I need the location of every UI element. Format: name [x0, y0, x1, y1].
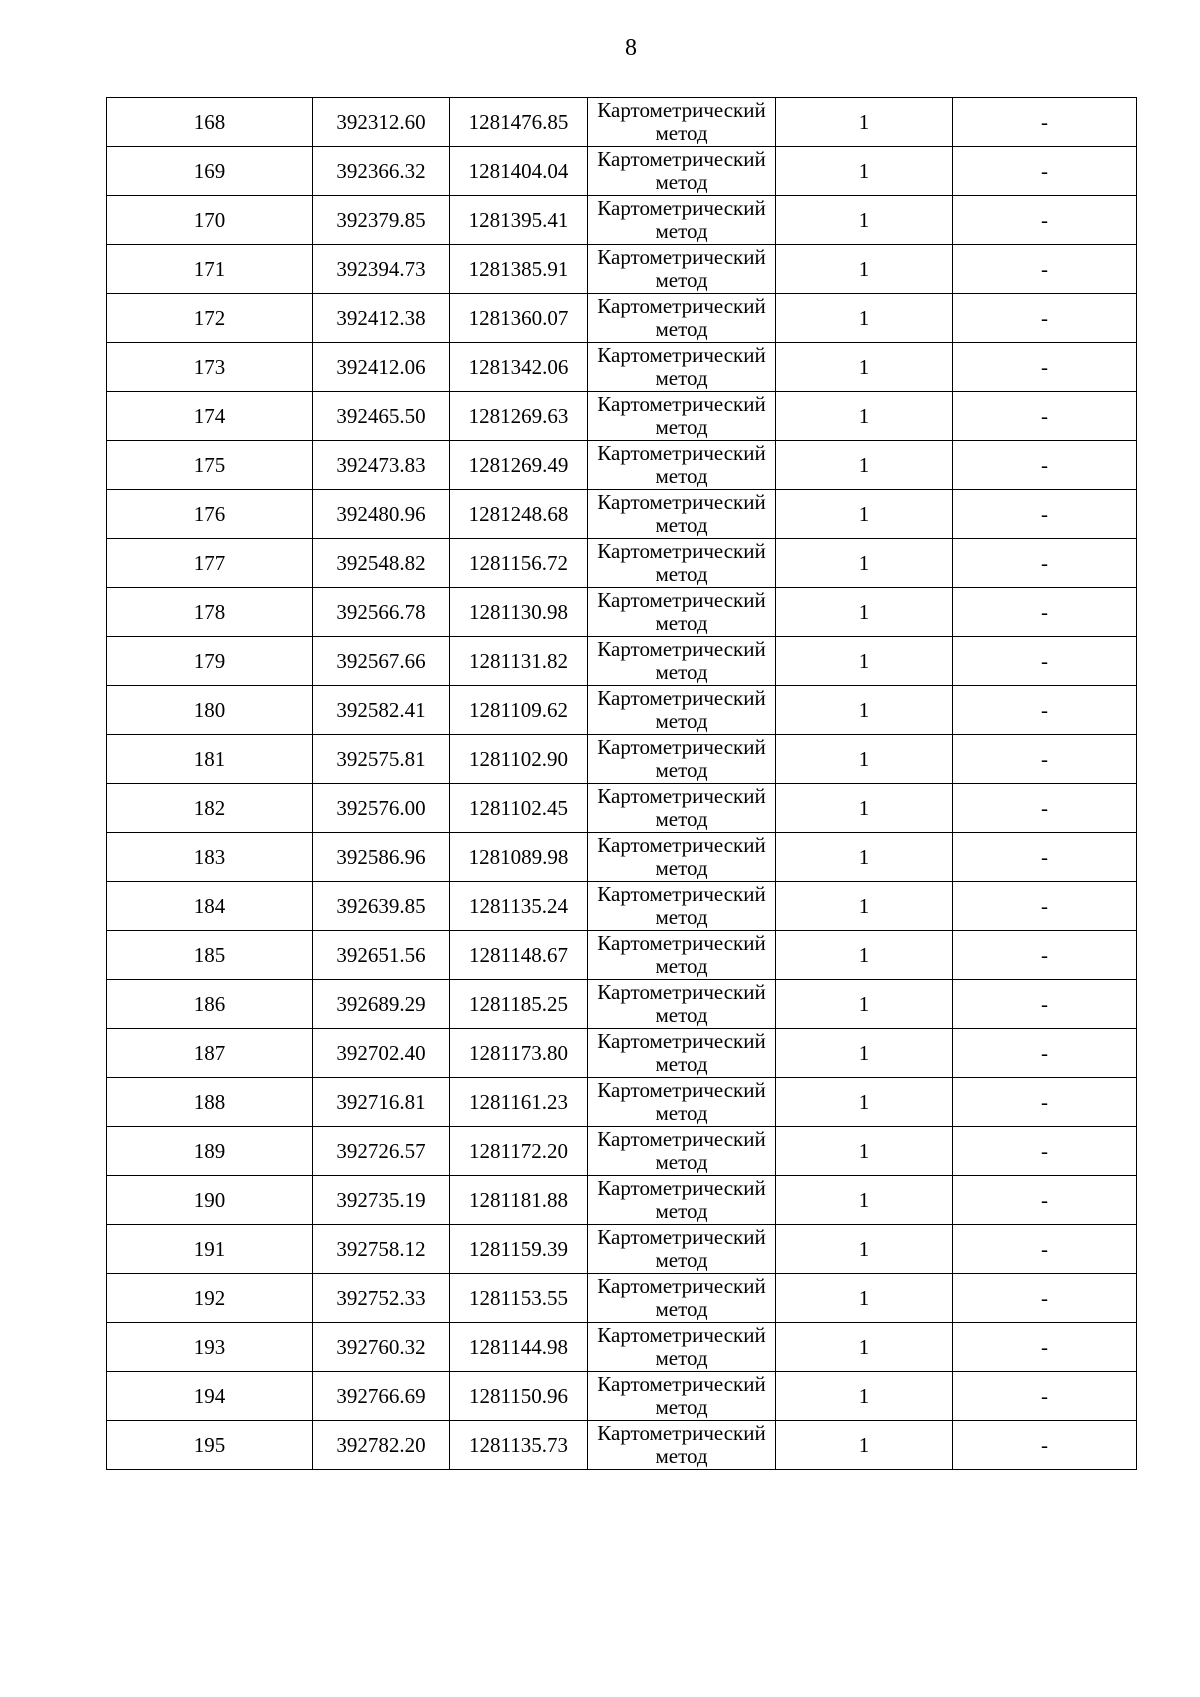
method-line-2: метод — [655, 1444, 708, 1468]
table-row — [107, 588, 1137, 637]
method-cell — [588, 98, 776, 147]
method-line-2: метод — [655, 954, 708, 978]
accuracy-cell: 1 — [776, 735, 953, 784]
note-cell: - — [953, 1127, 1137, 1176]
accuracy-cell: 1 — [776, 294, 953, 343]
accuracy-cell: 1 — [776, 1176, 953, 1225]
point-number-cell: 191 — [107, 1225, 313, 1274]
method-line-2: метод — [655, 1052, 708, 1076]
coordinate-x-cell: 392689.29 — [313, 980, 450, 1029]
coordinate-x-cell: 392575.81 — [313, 735, 450, 784]
point-number-cell: 195 — [107, 1421, 313, 1470]
point-number-cell: 172 — [107, 294, 313, 343]
point-number-cell: 177 — [107, 539, 313, 588]
coordinate-x-cell: 392567.66 — [313, 637, 450, 686]
accuracy-cell: 1 — [776, 637, 953, 686]
method-line-2: метод — [655, 1003, 708, 1027]
coordinate-x-cell: 392312.60 — [313, 98, 450, 147]
method-line-1: Картометрический — [597, 784, 766, 808]
note-cell: - — [953, 980, 1137, 1029]
coordinate-x-cell: 392651.56 — [313, 931, 450, 980]
coordinate-y-cell: 1281131.82 — [450, 637, 588, 686]
accuracy-cell: 1 — [776, 1078, 953, 1127]
note-cell: - — [953, 1029, 1137, 1078]
point-number-cell: 184 — [107, 882, 313, 931]
method-line-1: Картометрический — [597, 980, 766, 1004]
accuracy-cell: 1 — [776, 1274, 953, 1323]
method-cell — [588, 490, 776, 539]
accuracy-cell: 1 — [776, 784, 953, 833]
table-row — [107, 833, 1137, 882]
method-line-1: Картометрический — [597, 539, 766, 563]
coordinate-x-cell: 392782.20 — [313, 1421, 450, 1470]
table-row — [107, 245, 1137, 294]
coordinate-x-cell: 392758.12 — [313, 1225, 450, 1274]
point-number-cell: 175 — [107, 441, 313, 490]
table-row — [107, 490, 1137, 539]
method-line-1: Картометрический — [597, 294, 766, 318]
coordinate-y-cell: 1281109.62 — [450, 686, 588, 735]
method-line-1: Картометрический — [597, 1372, 766, 1396]
method-line-1: Картометрический — [597, 735, 766, 759]
coordinate-x-cell: 392473.83 — [313, 441, 450, 490]
method-line-1: Картометрический — [597, 245, 766, 269]
page-number: 8 — [625, 35, 637, 61]
method-line-1: Картометрический — [597, 882, 766, 906]
accuracy-cell: 1 — [776, 245, 953, 294]
coordinate-x-cell: 392394.73 — [313, 245, 450, 294]
coordinate-y-cell: 1281385.91 — [450, 245, 588, 294]
coordinate-x-cell: 392639.85 — [313, 882, 450, 931]
method-line-1: Картометрический — [597, 1176, 766, 1200]
method-line-2: метод — [655, 366, 708, 390]
coordinate-x-cell: 392379.85 — [313, 196, 450, 245]
method-line-2: метод — [655, 1199, 708, 1223]
note-cell: - — [953, 294, 1137, 343]
coordinates-table — [106, 97, 1137, 1470]
note-cell: - — [953, 441, 1137, 490]
method-cell — [588, 1323, 776, 1372]
note-cell: - — [953, 343, 1137, 392]
method-line-1: Картометрический — [597, 392, 766, 416]
method-line-2: метод — [655, 611, 708, 635]
coordinate-x-cell: 392566.78 — [313, 588, 450, 637]
coordinate-y-cell: 1281156.72 — [450, 539, 588, 588]
coordinate-y-cell: 1281395.41 — [450, 196, 588, 245]
method-cell — [588, 931, 776, 980]
table-row — [107, 392, 1137, 441]
method-line-2: метод — [655, 513, 708, 537]
point-number-cell: 183 — [107, 833, 313, 882]
point-number-cell: 190 — [107, 1176, 313, 1225]
table-row — [107, 1176, 1137, 1225]
point-number-cell: 174 — [107, 392, 313, 441]
note-cell: - — [953, 1372, 1137, 1421]
table-row — [107, 735, 1137, 784]
note-cell: - — [953, 931, 1137, 980]
coordinate-y-cell: 1281185.25 — [450, 980, 588, 1029]
method-line-2: метод — [655, 464, 708, 488]
point-number-cell: 178 — [107, 588, 313, 637]
method-cell — [588, 980, 776, 1029]
coordinate-y-cell: 1281153.55 — [450, 1274, 588, 1323]
coordinate-x-cell: 392735.19 — [313, 1176, 450, 1225]
method-cell — [588, 882, 776, 931]
method-line-2: метод — [655, 1297, 708, 1321]
method-line-2: метод — [655, 562, 708, 586]
accuracy-cell: 1 — [776, 1127, 953, 1176]
method-cell — [588, 392, 776, 441]
coordinate-y-cell: 1281173.80 — [450, 1029, 588, 1078]
method-line-1: Картометрический — [597, 637, 766, 661]
accuracy-cell: 1 — [776, 1225, 953, 1274]
method-cell — [588, 294, 776, 343]
coordinate-y-cell: 1281172.20 — [450, 1127, 588, 1176]
note-cell: - — [953, 98, 1137, 147]
method-line-1: Картометрический — [597, 1274, 766, 1298]
accuracy-cell: 1 — [776, 539, 953, 588]
accuracy-cell: 1 — [776, 1372, 953, 1421]
note-cell: - — [953, 539, 1137, 588]
point-number-cell: 176 — [107, 490, 313, 539]
method-line-1: Картометрический — [597, 1029, 766, 1053]
table-row — [107, 1274, 1137, 1323]
accuracy-cell: 1 — [776, 882, 953, 931]
method-cell — [588, 245, 776, 294]
note-cell: - — [953, 147, 1137, 196]
coordinate-x-cell: 392548.82 — [313, 539, 450, 588]
point-number-cell: 188 — [107, 1078, 313, 1127]
method-line-1: Картометрический — [597, 931, 766, 955]
coordinate-y-cell: 1281248.68 — [450, 490, 588, 539]
coordinate-y-cell: 1281130.98 — [450, 588, 588, 637]
coordinate-y-cell: 1281148.67 — [450, 931, 588, 980]
table-row — [107, 1127, 1137, 1176]
method-cell — [588, 686, 776, 735]
method-line-2: метод — [655, 121, 708, 145]
method-cell — [588, 1078, 776, 1127]
note-cell: - — [953, 196, 1137, 245]
point-number-cell: 185 — [107, 931, 313, 980]
method-line-1: Картометрический — [597, 1323, 766, 1347]
point-number-cell: 187 — [107, 1029, 313, 1078]
accuracy-cell: 1 — [776, 196, 953, 245]
point-number-cell: 194 — [107, 1372, 313, 1421]
accuracy-cell: 1 — [776, 392, 953, 441]
coordinate-y-cell: 1281102.90 — [450, 735, 588, 784]
table-row — [107, 196, 1137, 245]
method-line-1: Картометрический — [597, 588, 766, 612]
point-number-cell: 169 — [107, 147, 313, 196]
note-cell: - — [953, 1274, 1137, 1323]
accuracy-cell: 1 — [776, 441, 953, 490]
method-line-1: Картометрический — [597, 1421, 766, 1445]
accuracy-cell: 1 — [776, 588, 953, 637]
method-cell — [588, 784, 776, 833]
method-cell — [588, 147, 776, 196]
point-number-cell: 171 — [107, 245, 313, 294]
point-number-cell: 173 — [107, 343, 313, 392]
method-cell — [588, 1421, 776, 1470]
accuracy-cell: 1 — [776, 490, 953, 539]
method-cell — [588, 441, 776, 490]
accuracy-cell: 1 — [776, 1421, 953, 1470]
point-number-cell: 168 — [107, 98, 313, 147]
note-cell: - — [953, 637, 1137, 686]
coordinate-x-cell: 392716.81 — [313, 1078, 450, 1127]
method-line-1: Картометрический — [597, 1225, 766, 1249]
note-cell: - — [953, 1323, 1137, 1372]
note-cell: - — [953, 784, 1137, 833]
note-cell: - — [953, 245, 1137, 294]
table-row — [107, 294, 1137, 343]
coordinate-y-cell: 1281159.39 — [450, 1225, 588, 1274]
table-row — [107, 1323, 1137, 1372]
note-cell: - — [953, 1078, 1137, 1127]
accuracy-cell: 1 — [776, 98, 953, 147]
table-row — [107, 1372, 1137, 1421]
coordinate-x-cell: 392480.96 — [313, 490, 450, 539]
coordinate-y-cell: 1281476.85 — [450, 98, 588, 147]
method-line-2: метод — [655, 807, 708, 831]
method-cell — [588, 1372, 776, 1421]
method-line-2: метод — [655, 1395, 708, 1419]
table-row — [107, 539, 1137, 588]
coordinate-x-cell: 392412.38 — [313, 294, 450, 343]
method-line-2: метод — [655, 170, 708, 194]
coordinate-x-cell: 392760.32 — [313, 1323, 450, 1372]
method-line-1: Картометрический — [597, 98, 766, 122]
table-row — [107, 1029, 1137, 1078]
coordinate-x-cell: 392412.06 — [313, 343, 450, 392]
table-row — [107, 784, 1137, 833]
table-row — [107, 686, 1137, 735]
method-line-2: метод — [655, 1150, 708, 1174]
table-row — [107, 931, 1137, 980]
coordinate-y-cell: 1281269.49 — [450, 441, 588, 490]
note-cell: - — [953, 882, 1137, 931]
table-row — [107, 343, 1137, 392]
method-line-2: метод — [655, 709, 708, 733]
coordinates-table-body — [107, 98, 1137, 1470]
table-row — [107, 1421, 1137, 1470]
point-number-cell: 180 — [107, 686, 313, 735]
note-cell: - — [953, 490, 1137, 539]
note-cell: - — [953, 588, 1137, 637]
method-line-1: Картометрический — [597, 686, 766, 710]
accuracy-cell: 1 — [776, 686, 953, 735]
method-line-1: Картометрический — [597, 833, 766, 857]
point-number-cell: 181 — [107, 735, 313, 784]
method-cell — [588, 343, 776, 392]
coordinate-y-cell: 1281135.73 — [450, 1421, 588, 1470]
accuracy-cell: 1 — [776, 343, 953, 392]
note-cell: - — [953, 735, 1137, 784]
method-cell — [588, 1176, 776, 1225]
accuracy-cell: 1 — [776, 147, 953, 196]
coordinate-x-cell: 392366.32 — [313, 147, 450, 196]
method-cell — [588, 1029, 776, 1078]
point-number-cell: 189 — [107, 1127, 313, 1176]
coordinate-x-cell: 392702.40 — [313, 1029, 450, 1078]
point-number-cell: 192 — [107, 1274, 313, 1323]
accuracy-cell: 1 — [776, 1323, 953, 1372]
coordinate-x-cell: 392576.00 — [313, 784, 450, 833]
table-row — [107, 147, 1137, 196]
method-cell — [588, 1225, 776, 1274]
method-cell — [588, 1274, 776, 1323]
coordinate-x-cell: 392766.69 — [313, 1372, 450, 1421]
method-cell — [588, 588, 776, 637]
coordinate-y-cell: 1281269.63 — [450, 392, 588, 441]
table-row — [107, 882, 1137, 931]
accuracy-cell: 1 — [776, 980, 953, 1029]
coordinate-x-cell: 392752.33 — [313, 1274, 450, 1323]
method-line-2: метод — [655, 219, 708, 243]
note-cell: - — [953, 1176, 1137, 1225]
method-line-1: Картометрический — [597, 1127, 766, 1151]
coordinate-y-cell: 1281150.96 — [450, 1372, 588, 1421]
method-line-2: метод — [655, 1101, 708, 1125]
method-line-1: Картометрический — [597, 343, 766, 367]
method-line-2: метод — [655, 268, 708, 292]
coordinate-y-cell: 1281135.24 — [450, 882, 588, 931]
point-number-cell: 186 — [107, 980, 313, 1029]
method-cell — [588, 539, 776, 588]
method-line-2: метод — [655, 1346, 708, 1370]
coordinate-y-cell: 1281089.98 — [450, 833, 588, 882]
method-cell — [588, 735, 776, 784]
note-cell: - — [953, 1421, 1137, 1470]
method-line-2: метод — [655, 856, 708, 880]
coordinate-x-cell: 392726.57 — [313, 1127, 450, 1176]
accuracy-cell: 1 — [776, 1029, 953, 1078]
method-line-2: метод — [655, 660, 708, 684]
coordinate-y-cell: 1281161.23 — [450, 1078, 588, 1127]
point-number-cell: 182 — [107, 784, 313, 833]
table-row — [107, 980, 1137, 1029]
method-line-2: метод — [655, 415, 708, 439]
method-line-1: Картометрический — [597, 490, 766, 514]
point-number-cell: 170 — [107, 196, 313, 245]
note-cell: - — [953, 686, 1137, 735]
table-row — [107, 1078, 1137, 1127]
coordinate-y-cell: 1281181.88 — [450, 1176, 588, 1225]
method-line-2: метод — [655, 317, 708, 341]
table-row — [107, 1225, 1137, 1274]
coordinate-y-cell: 1281342.06 — [450, 343, 588, 392]
table-row — [107, 441, 1137, 490]
coordinate-x-cell: 392465.50 — [313, 392, 450, 441]
note-cell: - — [953, 392, 1137, 441]
table-row — [107, 98, 1137, 147]
method-cell — [588, 637, 776, 686]
coordinate-x-cell: 392586.96 — [313, 833, 450, 882]
method-cell — [588, 1127, 776, 1176]
note-cell: - — [953, 1225, 1137, 1274]
method-line-2: метод — [655, 758, 708, 782]
method-line-2: метод — [655, 1248, 708, 1272]
coordinate-x-cell: 392582.41 — [313, 686, 450, 735]
note-cell: - — [953, 833, 1137, 882]
method-line-2: метод — [655, 905, 708, 929]
method-line-1: Картометрический — [597, 1078, 766, 1102]
method-line-1: Картометрический — [597, 441, 766, 465]
table-row — [107, 637, 1137, 686]
coordinate-y-cell: 1281404.04 — [450, 147, 588, 196]
coordinate-y-cell: 1281102.45 — [450, 784, 588, 833]
point-number-cell: 193 — [107, 1323, 313, 1372]
coordinate-y-cell: 1281360.07 — [450, 294, 588, 343]
method-line-1: Картометрический — [597, 196, 766, 220]
accuracy-cell: 1 — [776, 931, 953, 980]
coordinate-y-cell: 1281144.98 — [450, 1323, 588, 1372]
method-cell — [588, 833, 776, 882]
point-number-cell: 179 — [107, 637, 313, 686]
method-cell — [588, 196, 776, 245]
accuracy-cell: 1 — [776, 833, 953, 882]
method-line-1: Картометрический — [597, 147, 766, 171]
